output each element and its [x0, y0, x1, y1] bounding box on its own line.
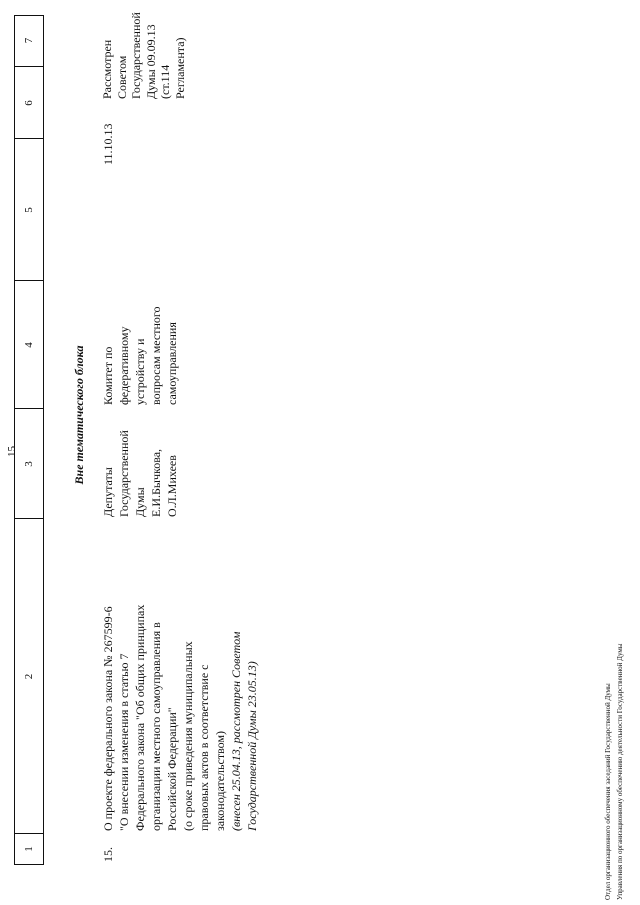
- bill-title-line: правовых актов в соответствие с: [197, 664, 211, 831]
- page-number: 15: [6, 446, 18, 457]
- column-header-5: 5: [23, 207, 35, 213]
- committee-line: вопросам местного: [149, 306, 163, 405]
- bill-title-line: (о сроке приведения муниципальных: [181, 641, 195, 831]
- review-status: [100, 4, 187, 99]
- column-header-7: 7: [23, 37, 35, 44]
- status-line: (ст.114 Регламента): [158, 37, 187, 99]
- bill-title-line: Российской Федерации": [165, 707, 179, 831]
- committee-line: устройству и: [133, 338, 147, 405]
- column-header-2: 2: [23, 673, 35, 680]
- responsible-committee: [100, 280, 180, 405]
- review-date: 11.10.13: [101, 123, 115, 165]
- status-line: Советом: [114, 55, 129, 99]
- bill-title-line: организации местного самоуправления в: [149, 622, 163, 831]
- bill-title-line: "О внесении изменения в статью 7: [117, 653, 131, 831]
- initiator-line: О.Л.Михеев: [165, 455, 179, 517]
- initiator-line: Государственной: [117, 430, 131, 517]
- status-line: Рассмотрен: [100, 39, 114, 99]
- committee-line: Комитет по: [101, 346, 115, 405]
- initiator-line: Депутаты: [101, 467, 115, 517]
- initiator-line: Думы: [133, 487, 147, 517]
- initiator: [100, 417, 180, 517]
- bill-title-line: законодательством): [213, 730, 227, 831]
- row-number: 15.: [101, 847, 115, 862]
- column-header-6: 6: [23, 100, 35, 106]
- footer-line-1: Отдел организационного обеспечения заседаний Государственной Думы: [604, 683, 612, 900]
- status-line: Государственной: [129, 12, 143, 99]
- committee-line: самоуправления: [165, 322, 179, 405]
- committee-line: федеративному: [117, 326, 131, 405]
- footer-line-2: Управления по организационному обеспечению деятельности Государственной Думы: [616, 643, 624, 900]
- column-header-1: 1: [23, 846, 35, 852]
- column-header-4: 4: [23, 342, 35, 348]
- bill-title-line: О проекте федерального закона № 267599-6: [101, 606, 115, 831]
- bill-description: [100, 521, 260, 831]
- block-title: Вне тематического блока: [72, 345, 86, 485]
- bill-title-line: Федерального закона "Об общих принципах: [133, 604, 147, 831]
- status-line: Думы 09.09.13: [143, 24, 158, 99]
- table-header-row: [14, 15, 44, 865]
- initiator-line: Е.И.Бычкова,: [149, 448, 163, 517]
- bill-note-line: Государственной Думы 23.05.13): [245, 661, 259, 831]
- bill-note-line: (внесен 25.04.13, рассмотрен Советом: [229, 631, 243, 831]
- column-header-3: 3: [23, 461, 35, 467]
